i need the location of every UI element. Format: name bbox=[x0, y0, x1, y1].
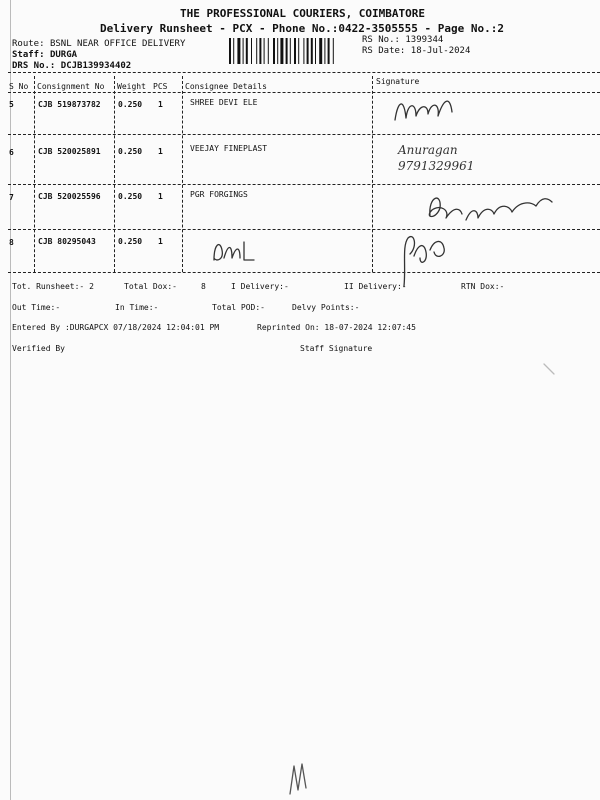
stray-mark bbox=[540, 360, 560, 380]
signature-row-8-right bbox=[396, 226, 456, 290]
total-dox-value: 8 bbox=[201, 282, 206, 291]
table-header-rule bbox=[8, 92, 600, 93]
delvy-points: Delvy Points:- bbox=[292, 303, 360, 312]
staff-value: DURGA bbox=[49, 50, 78, 60]
row-8-weight: 0.250 bbox=[118, 237, 143, 246]
col-header-pcs: PCS bbox=[153, 82, 168, 91]
i-delivery: I Delivery:- bbox=[231, 282, 289, 291]
col-header-weight: Weight bbox=[117, 82, 146, 91]
signature-row-5 bbox=[390, 90, 460, 130]
rs-date-label: RS Date: bbox=[362, 46, 406, 56]
row-5-sno: 5 bbox=[9, 100, 14, 109]
rs-no-value: 1399344 bbox=[405, 35, 444, 45]
tot-runsheet: Tot. Runsheet:- 2 bbox=[12, 282, 94, 291]
rs-date-value: 18-Jul-2024 bbox=[410, 46, 471, 56]
row-8-sno: 8 bbox=[9, 238, 14, 247]
row-rule-6 bbox=[8, 184, 600, 185]
reprinted-on: Reprinted On: 18-07-2024 12:07:45 bbox=[257, 323, 416, 332]
barcode bbox=[229, 38, 357, 64]
row-8-pcs: 1 bbox=[158, 237, 163, 246]
runsheet-subtitle: Delivery Runsheet - PCX - Phone No.:0422-3505555 - Page No.:2 bbox=[100, 22, 504, 35]
drs-value: DCJB139934402 bbox=[60, 61, 132, 71]
row-5-pcs: 1 bbox=[158, 100, 163, 109]
col-header-consignment: Consignment No bbox=[37, 82, 105, 91]
row-6-pcs: 1 bbox=[158, 147, 163, 156]
rs-date-line bbox=[362, 46, 470, 56]
rs-no-label: RS No.: bbox=[362, 35, 400, 45]
company-title: THE PROFESSIONAL COURIERS, COIMBATORE bbox=[180, 7, 426, 20]
route-label: Route: bbox=[12, 39, 45, 49]
row-5-consignment: CJB 519873782 bbox=[38, 100, 101, 109]
signature-row-6: Anuragan 9791329961 bbox=[398, 143, 475, 173]
staff-line bbox=[12, 50, 77, 60]
row-5-consignee: SHREE DEVI ELE bbox=[190, 98, 258, 107]
scan-edge bbox=[0, 0, 11, 800]
total-dox-label: Total Dox:- bbox=[124, 282, 177, 291]
row-rule-5 bbox=[8, 134, 600, 135]
ii-delivery: II Delivery:- bbox=[344, 282, 407, 291]
route-line bbox=[12, 39, 185, 49]
out-time: Out Time:- bbox=[12, 303, 61, 312]
total-pod: Total POD:- bbox=[212, 303, 265, 312]
signature-row-8 bbox=[210, 236, 260, 266]
col-divider-2 bbox=[114, 76, 115, 272]
drs-line bbox=[12, 61, 131, 71]
stray-scribble bbox=[286, 760, 316, 796]
row-6-weight: 0.250 bbox=[118, 147, 143, 156]
row-7-pcs: 1 bbox=[158, 192, 163, 201]
entered-by: Entered By :DURGAPCX 07/18/2024 12:04:01 PM bbox=[12, 323, 220, 332]
col-divider-1 bbox=[34, 76, 35, 272]
col-header-sno: S No bbox=[9, 82, 29, 91]
row-7-sno: 7 bbox=[9, 193, 14, 202]
row-5-weight: 0.250 bbox=[118, 100, 143, 109]
in-time: In Time:- bbox=[115, 303, 159, 312]
row-6-consignee: VEEJAY FINEPLAST bbox=[190, 144, 268, 153]
route-value: BSNL NEAR OFFICE DELIVERY bbox=[49, 39, 186, 49]
row-7-weight: 0.250 bbox=[118, 192, 143, 201]
table-top-rule bbox=[8, 72, 600, 73]
rs-no-line bbox=[362, 35, 443, 45]
signature-row-7 bbox=[420, 186, 560, 230]
col-header-signature: Signature bbox=[376, 77, 420, 86]
verified-by: Verified By bbox=[12, 344, 65, 353]
col-divider-4 bbox=[372, 76, 373, 272]
row-6-consignment: CJB 520025891 bbox=[38, 147, 101, 156]
staff-signature-label: Staff Signature bbox=[300, 344, 373, 353]
table-bottom-rule bbox=[8, 272, 600, 273]
staff-label: Staff: bbox=[12, 50, 45, 60]
row-7-consignment: CJB 520025596 bbox=[38, 192, 101, 201]
row-6-sno: 6 bbox=[9, 148, 14, 157]
drs-label: DRS No.: bbox=[12, 61, 56, 71]
rtn-dox: RTN Dox:- bbox=[461, 282, 505, 291]
col-header-consignee: Consignee Details bbox=[185, 82, 267, 91]
col-divider-3 bbox=[182, 76, 183, 272]
row-8-consignment: CJB 80295043 bbox=[38, 237, 96, 246]
row-7-consignee: PGR FORGINGS bbox=[190, 190, 248, 199]
